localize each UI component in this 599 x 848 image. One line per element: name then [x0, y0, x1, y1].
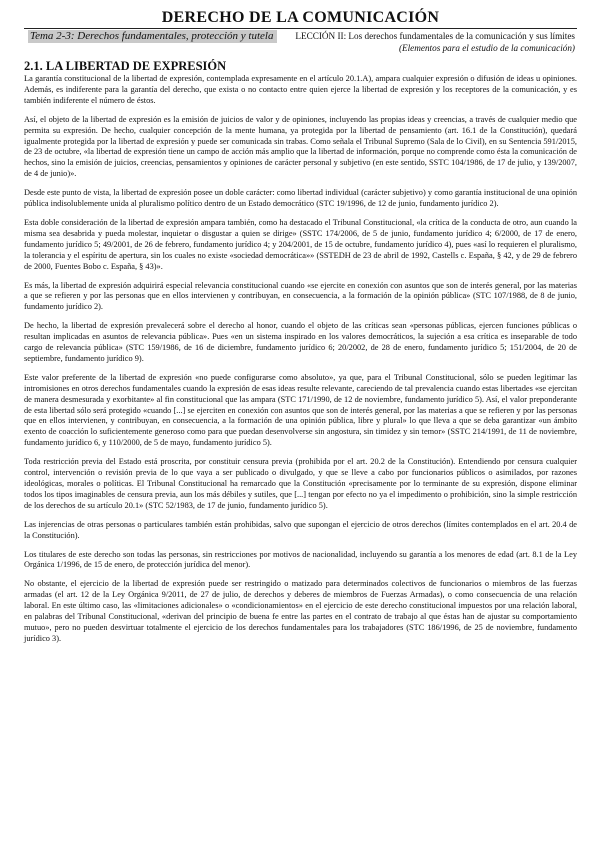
- lesson-info: [295, 30, 575, 54]
- paragraph: Toda restricción previa del Estado está proscrita, por constituir censura previa (prohibida por el art. 20.2 de la Constitución). Entendiendo por censura cualquier control, intervención o revisión previa de lo que vaya a ser publicado o divulgado, y que se lleve a cabo por funcionarios públicos o asimilados, por razones ideológicas, morales o políticas. El Tribunal Constitucional ha remarcado que la Constitución «precisamente por lo terminante de su expresión, dispone eliminar todos los tipos imaginables de censura previa, aun los más débiles y sutiles, que [...] tengan por efecto no ya el impedimento o prohibición, sino la simple restricción de los derechos de su artículo 20.1» (STC 52/1983, de 17 de junio, fundamento jurídico 5).: [24, 457, 577, 510]
- paragraph: Este valor preferente de la libertad de expresión «no puede configurarse como absoluto», ya que, para el Tribunal Constitucional, sólo se pueden legitimar las intromisiones en otros derechos fundamentales cuando la expresión de esas ideas resulte relevante, careciendo de tal prevalencia cuando estas libertades «se ejercitan de manera desmesurada y exorbitante» al fin constitucional que las ampara (STC 171/1990, de 12 de noviembre, fundamento jurídico 5). Así, el valor preponderante de esta libertad sólo será protegido «cuando [...] se ejerciten en conexión con asuntos que son de interés general, por las materias a que se refieren y por las personas que en ellos intervienen, y contribuyan, en consecuencia, a la formación de una opinión pública, libre y plural» lo que lleva a que se deba garantizar «un ámbito exento de coacción lo suficientemente generoso como para que puedan desenvolverse sin angostura, sin timidez y sin temor» (SSTC 214/1991, de 11 de noviembre, fundamento jurídico 6, y 110/2000, de 5 de mayo, fundamento jurídico 5).: [24, 372, 577, 448]
- paragraph: Los titulares de este derecho son todas las personas, sin restricciones por motivos de nacionalidad, incluyendo su garantía a los menores de edad (art. 8.1 de la Ley Orgánica 1/1996, de 15 de enero, de protección jurídica del menor).: [24, 549, 577, 570]
- paragraph: Esta doble consideración de la libertad de expresión ampara también, como ha destacado el Tribunal Constitucional, «la crítica de la conducta de otro, aun cuando la misma sea desabrida y pueda molestar, inquietar o disgustar a quien se dirige» (SSTC 174/2006, de 5 de junio, fundamento jurídico 4; 6/2000, de 17 de enero, fundamento jurídico 5; 49/2001, de 26 de febrero, fundamento jurídico 4; y 204/2001, de 15 de octubre, fundamento jurídico 4), pues «así lo requieren el pluralismo, la tolerancia y el espíritu de apertura, sin los cuales no existe «sociedad democrática»» (SSTEDH de 23 de abril de 1992, Castells c. España, § 42, y de 29 de febrero de 2000, Fuentes Bobo c. España, § 43)».: [24, 217, 577, 271]
- section-title: 2.1. LA LIBERTAD DE EXPRESIÓN: [24, 59, 227, 73]
- paragraph: Desde este punto de vista, la libertad de expresión posee un doble carácter: como libertad individual (carácter subjetivo) y como garantía institucional de una opinión pública indisolublemente unida al pluralismo político dentro de un Estado democrático (STC 19/1996, de 12 de junio, fundamento jurídico 2).: [24, 188, 577, 209]
- document-page: [24, 8, 577, 653]
- lesson-source: [295, 42, 575, 54]
- lesson-source-text: (Elementos para el estudio de la comunicación): [398, 43, 575, 53]
- document-title: DERECHO DE LA COMUNICACIÓN: [161, 9, 440, 26]
- paragraph: La garantía constitucional de la libertad de expresión, contemplada expresamente en el artículo 20.1.A), ampara cualquier expresión o difusión de ideas u opiniones. Además, es indiferente para la garantía del derecho, que exista o no contacto entre quien ejerce la libertad de expresión y los receptores de la comunicación, y es también indiferente el número de éstos.: [24, 74, 577, 105]
- subheader: [24, 29, 577, 59]
- paragraph: Es más, la libertad de expresión adquirirá especial relevancia constitucional cuando «se ejercite en conexión con asuntos que son de interés general, por las materias a que se refieren y por las personas que en ellos intervienen y contribuyan, en consecuencia, a la formación de la opinión pública» (STC 107/1988, de 8 de junio, fundamento jurídico 2).: [24, 280, 577, 312]
- paragraph: De hecho, la libertad de expresión prevalecerá sobre el derecho al honor, cuando el objeto de las críticas sean «personas públicas, ejercen funciones públicas o resultan implicadas en asuntos de relevancia pública». Pues «en un sistema inspirado en los valores democráticos, la sujeción a esa crítica es inseparable de todo cargo de relevancia pública» (STC 159/1986, de 16 de diciembre, fundamento jurídico 6; 20/2002, de 28 de enero, fundamento jurídico 5; 151/2004, de 20 de septiembre, fundamento jurídico 9).: [24, 321, 577, 363]
- lesson-title: LECCIÓN II: Los derechos fundamentales de la comunicación y sus límites: [295, 31, 575, 41]
- paragraph: Así, el objeto de la libertad de expresión es la emisión de juicios de valor y de opiniones, incluyendo las propias ideas y creencias, a través de cualquier medio que permita su expresión. De hecho, cualquier concepción de la mente humana, ya protegida por la libertad de pensamiento (art. 16.1 de la Constitución), quedará igualmente protegida por la libertad de expresión y puede ser comunicada sin trabas. Como señala el Tribunal Supremo (Sala de lo Civil), en su Sentencia 591/2015, de 23 de octubre, «la libertad de expresión tiene un campo de acción más amplio que la libertad de información, porque no comprende como ésta la comunicación de hechos, sino la emisión de juicios, creencias, pensamientos y opiniones de carácter personal y subjetivo (en este sentido, SSTC 104/1986, de 17 de julio, y 139/2007, de 4 de junio)».: [24, 114, 577, 179]
- paragraph: No obstante, el ejercicio de la libertad de expresión puede ser restringido o matizado para determinados colectivos de funcionarios o miembros de las fuerzas armadas (el art. 12 de la Ley Orgánica 9/2011, de 27 de julio, de derechos y deberes de miembros de Fuerzas Armadas), o como consecuencia de una relación laboral. En este último caso, las «limitaciones adicionales» o «condicionamientos» en el ejercicio de este derecho constitucional impuestos por una relación laboral, en palabras del Tribunal Constitucional, «derivan del principio de buena fe entre las partes en el contrato de trabajo al que éstas han de ajustar su comportamiento mutuo», pero no pueden desvirtuar totalmente el ejercicio de los derechos fundamentales para los trabajadores (STC 186/1996, de 25 de noviembre, fundamento jurídico 3).: [24, 579, 577, 643]
- topic-label: Tema 2-3: Derechos fundamentales, protección y tutela: [28, 30, 277, 43]
- paragraph: Las injerencias de otras personas o particulares también están prohibidas, salvo que supongan el ejercicio de otros derechos (límites contemplados en el art. 20.4 de la Constitución).: [24, 519, 577, 540]
